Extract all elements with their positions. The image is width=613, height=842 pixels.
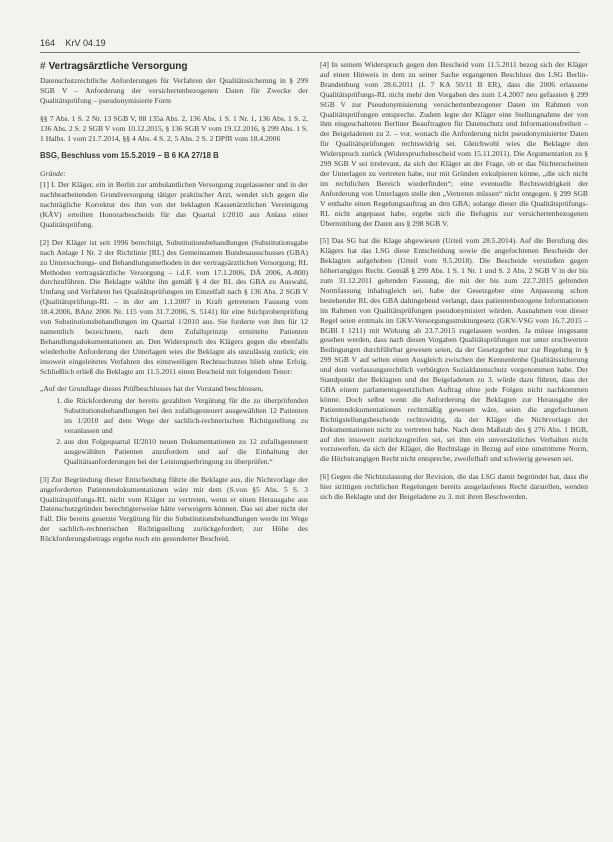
quoted-decision (40, 384, 308, 466)
paragraph (40, 475, 308, 544)
paragraph (320, 472, 588, 502)
paragraph-number: [4] (320, 60, 329, 69)
paragraph-text: Der Kläger ist seit 1996 berechtigt, Substitutionsbehandlungen (Substitutionsgabe nach Anlage I Nr. 2 der Richtlinie [RL] des Gemeinsamen Bundesausschusses (GBA) zu Untersuchungs- und Behandlungsmethoden in der vertragsärztlichen Versorgung; RL Methoden vertragsärztliche Versorgung – i.d.F. vom 17.1.2006, DÄ 2006, A-800) durchzuführen. Die Beklagte wählte ihn gemäß § 4 der RL des GBA zu Auswahl, Umfang und Verfahren bei Qualitätsprüfungen im Einzelfall nach § 136 Abs. 2 SGB V (Qualitätsprüfungs-RL – in der am 1.1.2007 in Kraft getretenen Fassung vom 18.4.2006, BAnz 2006 Nr. 115 vom 31.7.2006, S. 5141) für eine Stichprobenprüfung von Substitutionsbehandlungen im Quartal 1/2010 aus. Sie forderte von ihm für 12 namentlich bezeichnete, nach dem Zufallsprinzip ermittelte Patienten Behandlungsdokumentationen an. Den Widerspruch des Klägers gegen die ebenfalls wiederholte Anforderung der Unterlagen wies die Beklagte als unzulässig zurück; ein insoweit eingeleitetes Verfahren des einstweiligen Rechtsschutzes blieb ohne Erfolg. Schließlich erließ die Beklagte am 11.5.2011 einen Bescheid mit folgendem Tenor: (40, 237, 308, 376)
paragraph-number: [1] (40, 180, 49, 190)
paragraph (40, 180, 308, 230)
journal-name: KrV 04.19 (65, 38, 106, 48)
header-rule (40, 52, 580, 53)
article-subtitle: Datenschutzrechtliche Anforderungen für Verfahren der Qualitätssicherung in § 299 SGB V – Anforderung der versichertenbezogenen Daten für Zwecke der Qualitätsprüfung – pseudonymisierte Form (40, 76, 308, 105)
paragraph-number: [3] (40, 474, 49, 484)
norms: §§ 7 Abs. 1 S. 2 Nr. 13 SGB V, 88 135a Abs. 2, 136 Abs. 1 S. 1 Nr. 1, 136 Abs. 1 S. 2, 136 Abs. 2 S. 2 SGB V vom 10.12.2015, § 136 SGB V vom 19.12.2016, § 299 Abs. 1 S. 1 Halbs. 1 vom 21.7.2014, §§ 4 Abs. 4 S. 2, 5 Abs. 2 S. 2 DPfR vom 18.4.2006 (40, 113, 309, 143)
left-column (40, 60, 308, 552)
page-number: 164 (40, 38, 56, 48)
paragraph-text: In seinem Widerspruch gegen den Bescheid vom 11.5.2011 bezog sich der Kläger auf einen Hinweis in dem zu seiner Sache ergangenen Beschluss des LSG Berlin-Brandenburg vom 28.6.2011 (L 7 KA 50/11 B ER), dass die 2006 erlassene Qualitätsprüfungs-RL nicht mehr den Vorgaben des zum 1.4.2007 neu gefassten § 299 SGB V zur Pseudonymisierung versichertenbezogener Daten im Rahmen von Qualitätsprüfungen entspreche. Zudem legte der Kläger eine Stellungnahme der von ihm eingeschalteten Berliner Beauftragten für Datenschutz und Informationsfreiheit – der Beigeladenen zu 2. – vor, wonach die Anforderung nicht pseudonymisierter Daten für Qualitätsprüfungen rechtswidrig sei. Gleichwohl wies die Beklagte den Widerspruch zurück (Widerspruchsbescheid vom 15.11.2011). Die Argumentation zu § 299 SGB V sei irrelevant, da sich der Kläger an der Frage, ob er das Nichterscheinen der Unterlagen zu vertreten habe, nur mit Gründen exkulpieren könne, „die sich nicht im rechtlichen Bereich wiederfinden“; eine eventuelle Rechtswidrigkeit der Anforderung von Unterlagen stelle den „Vertreten müssen“ nicht entgegen. § 299 SGB V enthalte einen Regelungsauftrag an den GBA; solange dieser die Qualitätsprüfungs-RL nicht angepasst habe, ergebe sich die Befugnis zur versichertenbezogenen Übermittlung der Daten aus § 298 SGB V. (320, 60, 588, 228)
court-decision: BSG, Beschluss vom 15.5.2019 – B 6 KA 27/18 B (40, 151, 219, 161)
paragraph-number: [2] (40, 237, 49, 247)
paragraph (320, 236, 588, 464)
paragraph (40, 238, 308, 377)
paragraph-number: [6] (320, 472, 329, 482)
quote-intro: „Auf der Grundlage dieses Prüfbeschlusses hat der Vorstand beschlossen, (40, 384, 264, 394)
section-title (40, 60, 308, 73)
paragraph-text: Das SG hat die Klage abgewiesen (Urteil vom 28.5.2014). Auf die Berufung des Klägers hat das LSG diese Entscheidung sowie die angefochtenen Bescheide der Beklagten aufgehoben (Urteil vom 9.5.2018). Die Bescheide verstießen gegen höherrangiges Recht. Gemäß § 299 Abs. 1 S. 1 Nr. 1 und S. 2 Abs. 2 SGB V in der bis zum 31.12.2011 geltenden Fassung, die mit der bis zum 22.7.2015 geltenden Normfassung inhaltsgleich sei, habe der Gesetzgeber eine Anpassung schon bestehender RL des GBA dahingehend verlangt, dass patientenbezogene Informationen im Rahmen von Qualitätsprüfungen pseudonymisiert würden. Ausnahmen von dieser Regel seien erstmals im GKV-Versorgungsstrukturgesetz (GKV-VSG vom 16.7.2015 – BGBl I 1211) mit Wirkung ab 23.7.2015 zugelassen worden. Ja müsse insgesamt gesehen werden, dass nach diesen Vorgaben Qualitätsprüfungen nur unter erschwerten Bedingungen durchführbar gewesen seien, da der Gesetzgeber nur zur Regelung in § 299 SGB V auf selten einen Ausgleich zwischen der Kennenlenbe Qualitätssicherung und dem verfassungsrechtlich verbürgten Sozialdatenschutz vorgenommen habe. Der Standpunkt der Beklagten und der Beigeladenen zu 3. würde dazu führen, dass der GBA einem parlamentsgesetzlichen Auftrag ohne jede Folgen nicht nachkommen könne. Doch selbst wenn die Anforderung der Beklagten zur Herausgabe der Patientendokumentationen rechtmäßig gewesen wäre, seien die angefochtenen Richtigstellungsbescheide rechtswidrig, da der Kläger die Nichtvorlage der Dokumentationen nicht zu vertreten habe. Nach dem Maßstab des § 276 Abs. 1 BGB, auf den insoweit zurückzugreifen sei, sei ihm ein unvorsätzliches Verhalten nicht vorzuwerfen, da sich der Kläger, die Rechtslage in Bezug auf eine umstrittene Norm, die Höchstrangigen Recht nicht entspreche, zweifelhaft und schwierig gewesen sei. (320, 236, 588, 464)
page-header (40, 38, 580, 48)
grounds-label: Gründe: (40, 169, 66, 179)
section-title-text: Vertragsärztliche Versorgung (48, 61, 188, 72)
paragraph-text: I. Der Kläger, ein in Berlin zur ambulantlichen Versorgung zugelassener und in der nachbearbeitenden Grundversorgung tätiger praktischer Arzt, wendet sich gegen die nachträgliche Korrektur des ihm von der beklagten Kassenärztlichen Vereinigung (KÄV) erteilten Honorarbescheids für das Quartal 1/2010 aus Anlass einer Qualitätsprüfung. (40, 180, 308, 229)
hash-icon: # (40, 61, 46, 72)
quote-item: 1. die Rückforderung der bereits gezahlten Vergütung für die zu überprüfenden Substitutionsbehandlungen bei den zufallsgesteuert ausgewählten 12 Patienten im 1/2010 auf dem Wege der sachlich-rechnerischen Richtigstellung zu veranlassen und (64, 396, 308, 436)
paragraph-number: [5] (320, 236, 329, 246)
right-column (320, 60, 588, 510)
paragraph-text: Zur Begründung dieser Entscheidung führte die Beklagte aus, die Nichtvorlage der angeforderten Patientendokumentationen wäre mit dem (S.von §5 Abs. 5 S. 3 Qualitätsprüfungs-RL nicht vom Kläger zu vertreten, wenn er einen Herausgabe aus Datenschutzgründen berechtigterweise hätte verweigern können. Das sei aber nicht der Fall. Die bereits gesetzte Vergütung für die Substitutionsbehandlungen werde im Wege der sachlich-rechnerischen Richtigstellung zurückgefordert; zur Höhe des Rückforderungsbetrags ergehe noch ein gesonderter Bescheid. (40, 474, 308, 544)
quote-item: 2. aus den Folgequartal II/2010 neuen Dokumentationen zu 12 zufallsgesteuert ausgewählten Patienten anzufordern und auf die Einhaltung der Qualitätsanforderungen bei der Leistungserbringung zu überprüfen.“ (64, 437, 308, 467)
quote-list (40, 396, 308, 466)
paragraph-text: Gegen die Nichtzulassung der Revision, die das LSG damit begründet hat, dass die hier strittigen rechtlichen Regelungen bereits ausgelaufenes Recht darstellen, wenden sich die Beklagte und der Beigeladene zu 3. mit ihren Beschwerden. (320, 472, 588, 502)
paragraph (320, 60, 588, 228)
